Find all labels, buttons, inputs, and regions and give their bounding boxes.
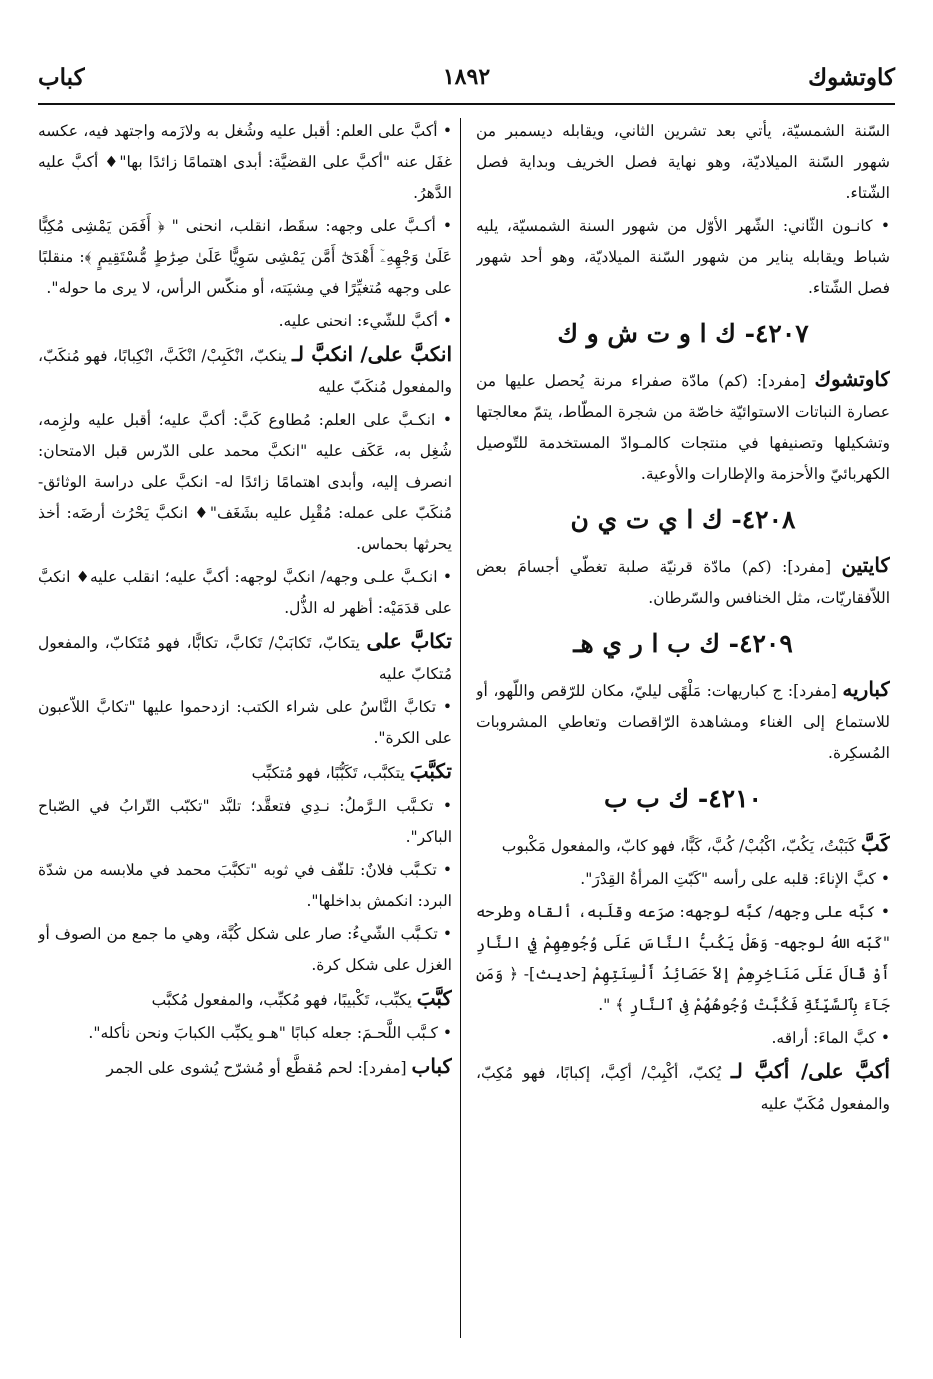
left-column xyxy=(38,116,452,1346)
dictionary-entry xyxy=(476,829,890,862)
root-heading: ٤٢١٠- ك ب ب xyxy=(604,784,762,813)
root-heading: ٤٢٠٩- ك ب ا ر ي هـ xyxy=(573,629,793,658)
entry-headword: تكابَّ على xyxy=(366,629,452,653)
entry-headword: انكبَّ على/ انكبَّ لـ xyxy=(292,342,452,366)
entry-headword: كباب xyxy=(411,1054,452,1078)
paragraph: • تكـبَّب الشّيءُ: صار على شكل كُبَّة، وهي ما جمع من الصوف أو الغزل على شكل كرة. xyxy=(38,925,452,974)
dictionary-entry xyxy=(38,339,452,403)
header-guide-word-right: كاوتشوك xyxy=(808,63,895,91)
entry-headword: كايتين xyxy=(841,553,890,577)
paragraph: • أكـبَّ على وجهه: سقَط، انقلب، انحنى " ﴿ أَفَمَن يَمْشِى مُكِبًّا عَلَىٰ وَجْهِهِۦٓ أَهْدَىٰٓ أَمَّن يَمْشِى سَوِيًّا عَلَىٰ صِرَٰطٍ مُّسْتَقِيمٍ ﴾: منقلبًا على وجهه مُتغيِّرًا في مِشيَته، أو منكّس الرأس، لا يرى ما حوله". xyxy=(38,217,452,297)
dictionary-entry xyxy=(476,550,890,614)
paragraph: • انكـبَّ علـى وجهه/ انكبَّ لوجهه: أكبَّ عليه؛ انقلب عليه♦ انكبَّ على قدَمَيْه: أظهر له الذُّل. xyxy=(38,568,452,617)
header-rule xyxy=(38,103,895,105)
entry-headword: تكبَّبَ xyxy=(409,759,452,783)
entry-headword: كباريه xyxy=(842,677,890,701)
root-heading: ٤٢٠٧- ك ا و ت ش و ك xyxy=(557,319,809,348)
paragraph: • تكـبَّب الـرَّملُ: نـدِي فتعقَّد؛ تلبَّد "تكبّب التّرابُ في الصّباح الباكر". xyxy=(38,797,452,846)
dictionary-entry xyxy=(38,626,452,690)
paragraph: • تكابَّ النَّاسُ على شراء الكتب: ازدحموا عليها "تكابَّ اللاّعبون على الكرة". xyxy=(38,698,452,747)
paragraph: • تكـبَّب فلانٌ: تلفّف في ثوبه "تكبَّبَ محمد في ملابسه من شدّة البرد: انكمش بداخلها". xyxy=(38,861,452,910)
dictionary-entry xyxy=(38,1051,452,1084)
page-number: ١٨٩٢ xyxy=(442,64,491,90)
dictionary-entry xyxy=(476,674,890,769)
dictionary-entry xyxy=(38,983,452,1016)
entry-definition: كَبَبْتُ، يَكُبّ، اكْبُبْ/ كُبَّ، كَبًّا، فهو كابّ، والمفعول مَكْبوب xyxy=(501,837,861,855)
entry-headword: كبَّبَ xyxy=(416,986,452,1010)
paragraph: • أكبَّ على العلم: أقبل عليه وشُغل به ولازَمه واجتهد فيه، عكسه غفَل عنه "أكبَّ على القضيَّة: أبدى اهتمامًا زائدًا بها"♦ أكبَّ عليه الدَّهرُ. xyxy=(38,122,452,202)
entry-headword: كَبَّ xyxy=(860,832,890,856)
paragraph: • كبَّ الماءَ: أراقه. xyxy=(771,1029,890,1047)
paragraph: • انكـبَّ على العلم: مُطاوع كَبَّ: أكبَّ عليه؛ أقبل عليه ولزِمه، شُغِل به، عَكَف عليه "انكبَّ محمد على الدّرس قبل الامتحان: انصرف إليه، وأبدى اهتمامًا زائدًا له- انكبَّ على دراسة الوثائق- مُنكَبّ على عمله: مُقْبِل عليه بشَغَف"♦ انكبَّ يَحْرُث أرضَه: أخذ يحرثها بحماس. xyxy=(38,411,452,553)
paragraph: • كـبَّب اللَّحـمَ: جعله كبابًا "هـو يكبِّب الكبابَ ونحن نأكله". xyxy=(88,1024,452,1042)
paragraph: • كبَّه على وجهه/ كبَّه لوجهه: صرَعه وقلَبه، ألقاه وطرحه "كَبّه اللهُ لوجهه- وَهَلْ يَكُبُّ النَّاسَ عَلَى وُجُوهِهِمْ فِي النَّارِ أَوْ قَالَ عَلَى مَنَاخِرِهِمْ إلاّ حَصَائِدُ أَلْسِنَتِهِمْ [حديث]- ﴿ وَمَن جَآءَ بِٱلسَّيِّئَةِ فَكُبَّتْ وُجُوهُهُمْ فِى ٱلنَّارِ ﴾ ". xyxy=(476,903,890,1014)
entry-definition: يتكابّ، تَكابَبْ/ تَكابَّ، تكابًّا، فهو مُتَكابّ، والمفعول مُتكابّ عليه xyxy=(38,634,452,683)
dictionary-entry xyxy=(476,1056,890,1120)
entry-headword: كاوتشوك xyxy=(814,367,890,391)
entry-definition: [مفرد]: لحم مُقطَّع أو مُشرّح يُشوى على الجمر xyxy=(106,1059,412,1077)
entry-definition: [مفرد]: (كم) مادّة صفراء مرنة يُحصل عليها من عصارة النباتات الاستوائيّة خاصّة من شجرة المطّاط، يتمّ معالجتها وتشكيلها وتصنيفها في منتجات كالمـوادّ المستخدمة للتّوصيل الكهربائيّ والأحزمة والإطارات والأوعية. xyxy=(476,372,890,483)
entry-definition: يتكبَّب، تَكَبُّبًا، فهو مُتكبِّب xyxy=(251,764,410,782)
paragraph: • أكبَّ للشّيء: انحنى عليه. xyxy=(278,312,452,330)
entry-headword: أكبَّ على/ أكبَّ لـ xyxy=(730,1059,890,1083)
column-divider xyxy=(460,118,461,1338)
entry-definition: يُكبّ، أكْبِبْ/ أكِبَّ، إكبابًا، فهو مُكِبّ، والمفعول مُكَبّ عليه xyxy=(476,1064,890,1113)
entry-definition: [مفرد]: (كم) مادّة قرنيّة صلبة تغطّي أجسامَ بعض اللاّفقاريّات، مثل الخنافس والسّرطان. xyxy=(476,558,890,607)
page-header xyxy=(38,52,895,102)
root-heading: ٤٢٠٨- ك ا ي ت ي ن xyxy=(570,505,796,534)
dictionary-entry xyxy=(38,756,452,789)
dictionary-entry xyxy=(476,364,890,490)
paragraph: • كانـون الثّاني: الشّهر الأوّل من شهور السنة الشمسيّة، يليه شباط ويقابله يناير من شهور السّنة الميلاديّة، وهو أحد شهور فصل الشّتاء. xyxy=(476,217,890,297)
entry-definition: ينكبّ، انْكَبِبْ/ انْكَبَّ، انْكِبابًا، فهو مُنكَبّ، والمفعول مُنكَبّ عليه xyxy=(38,347,452,396)
paragraph: • كبَّ الإناءَ: قلبه على رأسه "كَبّتِ المرأةُ القِدْرَ". xyxy=(580,870,890,888)
entry-definition: [مفرد]: ج كباريهات: مَلْهًى ليليّ، مكان للرّقص واللّهو، أو للاستماع إلى الغناء ومشاهدة الرّاقصات وتعاطي المشروبات المُسكِرة. xyxy=(476,682,890,762)
paragraph: السّنة الشمسيّة، يأتي بعد تشرين الثاني، ويقابله ديسمبر من شهور السّنة الميلاديّة، وهو نهاية فصل الخريف وبداية فصل الشّتاء. xyxy=(476,122,890,202)
right-column xyxy=(476,116,890,1346)
header-guide-word-left: كباب xyxy=(38,63,85,91)
entry-definition: يكبِّب، تَكْبيبًا، فهو مُكبِّب، والمفعول مُكبَّب xyxy=(151,991,417,1009)
